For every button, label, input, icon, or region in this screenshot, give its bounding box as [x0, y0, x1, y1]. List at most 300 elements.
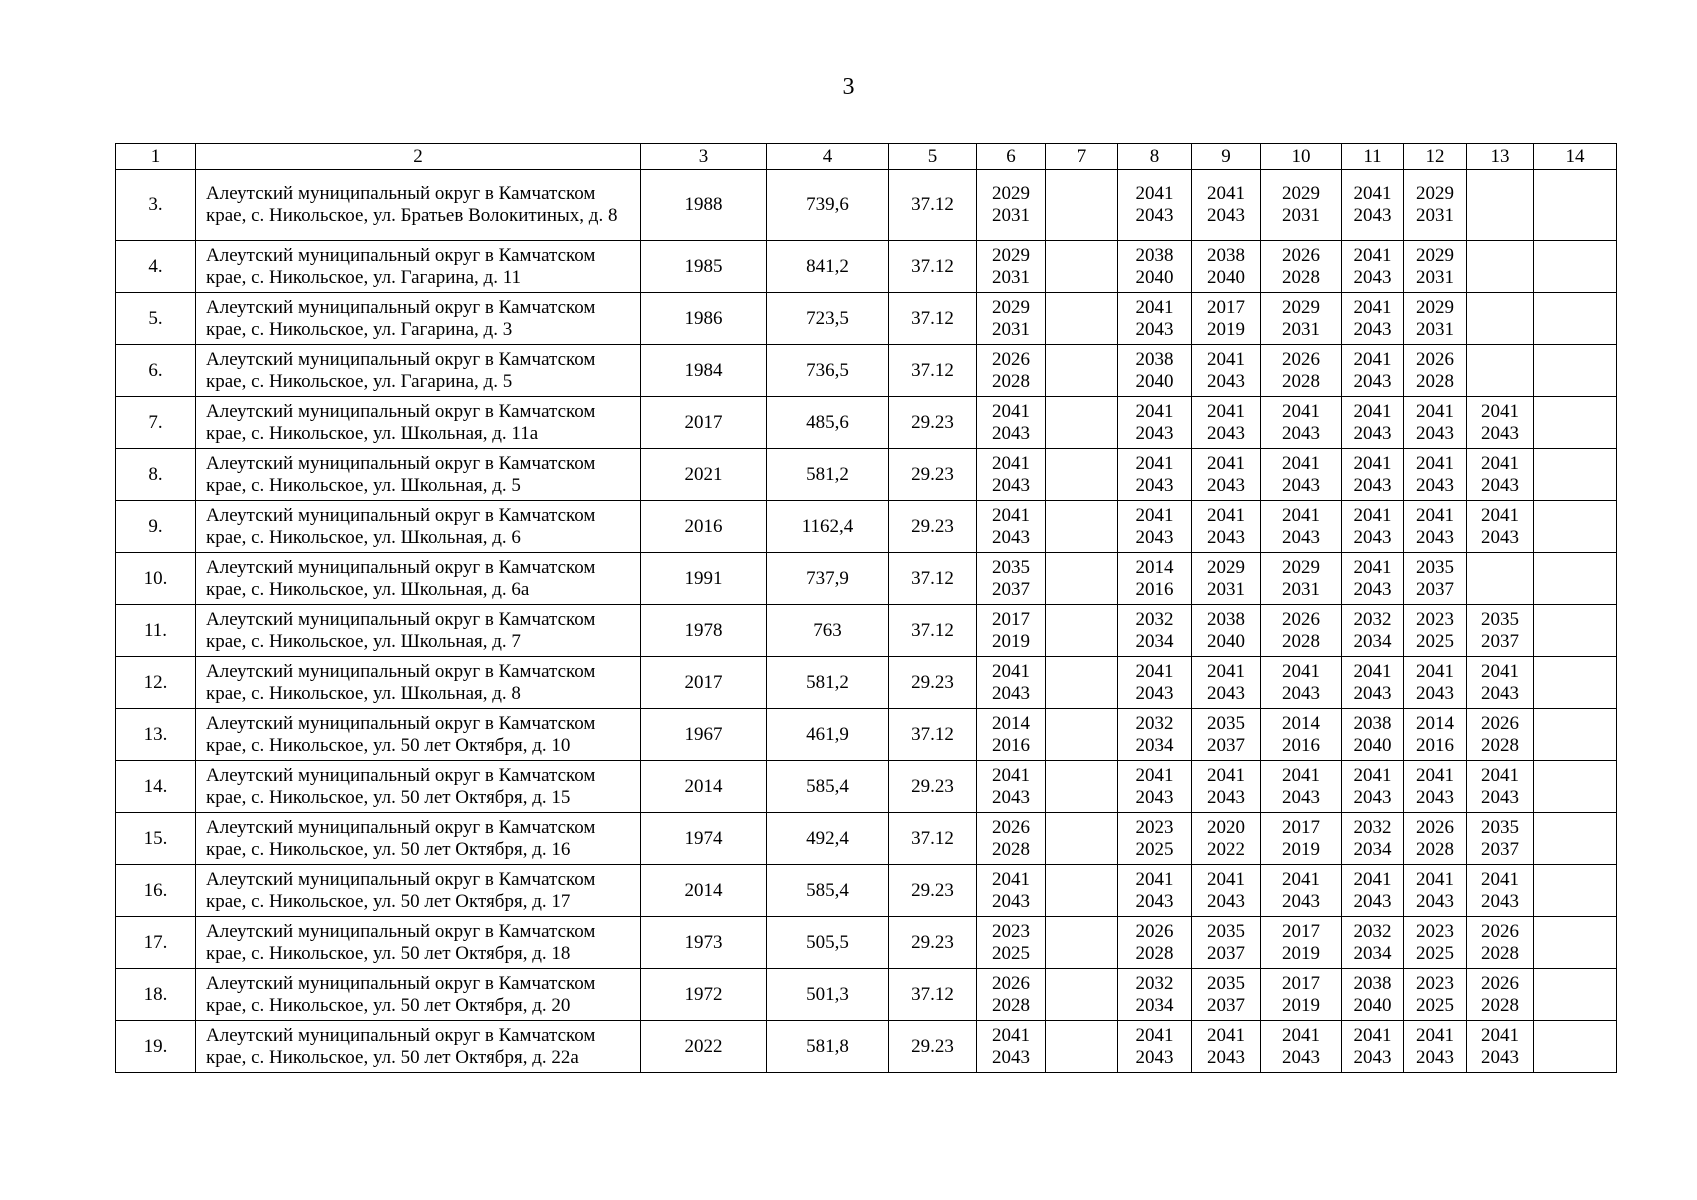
period-cell-c7 — [1046, 170, 1118, 241]
period-cell-c7 — [1046, 709, 1118, 761]
period-start-year: 2041 — [1207, 348, 1245, 370]
period-cell-c8 — [1118, 761, 1192, 813]
period-cell-c9 — [1192, 397, 1261, 449]
period-end-year: 2043 — [1207, 890, 1245, 912]
period-end-year: 2016 — [1282, 734, 1320, 756]
table-row — [116, 605, 1617, 657]
period-start-year: 2041 — [1135, 764, 1174, 786]
period-cell-c6 — [977, 865, 1046, 917]
period-end-year: 2019 — [1282, 838, 1320, 860]
period-start-year: 2026 — [1282, 244, 1320, 266]
period-end-year: 2025 — [1135, 838, 1174, 860]
address-cell: Алеутский муниципальный округ в Камчатском крае, с. Никольское, ул. Школьная, д. 5 — [196, 449, 641, 501]
period-start-year: 2029 — [992, 296, 1030, 318]
period-end-year: 2043 — [1353, 682, 1392, 704]
period-cell-c12 — [1404, 1021, 1467, 1073]
period-cell-c9 — [1192, 969, 1261, 1021]
period-start-year: 2026 — [992, 348, 1030, 370]
period-end-year: 2043 — [1353, 318, 1392, 340]
period-cell-c10 — [1261, 605, 1342, 657]
table-row — [116, 865, 1617, 917]
period-start-year: 2023 — [1416, 608, 1454, 630]
period-cell-c11 — [1342, 761, 1404, 813]
column-number-header: 12 — [1404, 144, 1467, 170]
period-cell-c11 — [1342, 605, 1404, 657]
build-year-cell: 1978 — [641, 605, 767, 657]
period-cell-c13 — [1467, 917, 1534, 969]
period-end-year: 2028 — [1481, 994, 1519, 1016]
period-end-year: 2043 — [1282, 422, 1320, 444]
period-end-year: 2043 — [1481, 1046, 1519, 1068]
period-cell-c11 — [1342, 553, 1404, 605]
period-end-year: 2025 — [992, 942, 1030, 964]
period-start-year: 2041 — [1416, 1024, 1454, 1046]
period-cell-c7 — [1046, 1021, 1118, 1073]
area-cell: 505,5 — [767, 917, 889, 969]
period-cell-c10 — [1261, 917, 1342, 969]
period-start-year: 2038 — [1353, 712, 1392, 734]
rate-cell: 37.12 — [889, 170, 977, 241]
period-end-year: 2043 — [1135, 474, 1174, 496]
row-number-cell: 7. — [116, 397, 196, 449]
period-end-year: 2043 — [1282, 1046, 1320, 1068]
period-start-year: 2038 — [1207, 244, 1245, 266]
column-number-header: 7 — [1046, 144, 1118, 170]
build-year-cell: 2014 — [641, 865, 767, 917]
period-end-year: 2040 — [1207, 630, 1245, 652]
area-cell: 501,3 — [767, 969, 889, 1021]
period-cell-c14 — [1534, 865, 1617, 917]
table-row — [116, 553, 1617, 605]
address-cell: Алеутский муниципальный округ в Камчатском крае, с. Никольское, ул. 50 лет Октября, д. 10 — [196, 709, 641, 761]
period-start-year: 2041 — [1481, 660, 1519, 682]
period-start-year: 2032 — [1135, 972, 1174, 994]
rate-cell: 29.23 — [889, 501, 977, 553]
period-start-year: 2041 — [1135, 868, 1174, 890]
column-number-header: 8 — [1118, 144, 1192, 170]
page-number: 3 — [842, 74, 855, 100]
period-cell-c11 — [1342, 241, 1404, 293]
period-start-year: 2026 — [1481, 920, 1519, 942]
period-start-year: 2041 — [1207, 400, 1245, 422]
column-number-header: 3 — [641, 144, 767, 170]
rate-cell: 37.12 — [889, 345, 977, 397]
period-start-year: 2041 — [992, 1024, 1030, 1046]
row-number-cell: 12. — [116, 657, 196, 709]
build-year-cell: 2022 — [641, 1021, 767, 1073]
period-end-year: 2031 — [1282, 318, 1320, 340]
period-cell-c9 — [1192, 501, 1261, 553]
build-year-cell: 2016 — [641, 501, 767, 553]
period-cell-c7 — [1046, 293, 1118, 345]
build-year-cell: 1991 — [641, 553, 767, 605]
period-cell-c8 — [1118, 709, 1192, 761]
area-cell: 739,6 — [767, 170, 889, 241]
period-end-year: 2022 — [1207, 838, 1245, 860]
housing-register-table — [115, 143, 1617, 1073]
period-end-year: 2043 — [1353, 890, 1392, 912]
period-cell-c14 — [1534, 917, 1617, 969]
build-year-cell: 1984 — [641, 345, 767, 397]
period-start-year: 2041 — [1353, 400, 1392, 422]
area-cell: 485,6 — [767, 397, 889, 449]
period-end-year: 2043 — [1353, 578, 1392, 600]
period-start-year: 2041 — [1282, 764, 1320, 786]
area-cell: 736,5 — [767, 345, 889, 397]
address-cell: Алеутский муниципальный округ в Камчатском крае, с. Никольское, ул. 50 лет Октября, д. 17 — [196, 865, 641, 917]
period-cell-c11 — [1342, 1021, 1404, 1073]
rate-cell: 29.23 — [889, 917, 977, 969]
build-year-cell: 2017 — [641, 657, 767, 709]
period-end-year: 2031 — [992, 318, 1030, 340]
row-number-cell: 14. — [116, 761, 196, 813]
period-end-year: 2043 — [1353, 474, 1392, 496]
address-cell: Алеутский муниципальный округ в Камчатском крае, с. Никольское, ул. 50 лет Октября, д. 16 — [196, 813, 641, 865]
period-cell-c6 — [977, 657, 1046, 709]
period-end-year: 2043 — [1282, 682, 1320, 704]
period-cell-c13 — [1467, 170, 1534, 241]
rate-cell: 29.23 — [889, 449, 977, 501]
period-cell-c7 — [1046, 813, 1118, 865]
table-row — [116, 397, 1617, 449]
period-end-year: 2043 — [1353, 266, 1392, 288]
period-start-year: 2026 — [1481, 972, 1519, 994]
period-start-year: 2035 — [1481, 816, 1519, 838]
rate-cell: 37.12 — [889, 969, 977, 1021]
period-start-year: 2026 — [992, 816, 1030, 838]
period-start-year: 2035 — [1416, 556, 1454, 578]
period-cell-c9 — [1192, 761, 1261, 813]
column-number-header: 10 — [1261, 144, 1342, 170]
row-number-cell: 9. — [116, 501, 196, 553]
period-end-year: 2025 — [1416, 630, 1454, 652]
period-cell-c6 — [977, 1021, 1046, 1073]
period-start-year: 2041 — [1416, 660, 1454, 682]
period-end-year: 2040 — [1135, 370, 1174, 392]
period-end-year: 2043 — [1135, 1046, 1174, 1068]
period-cell-c14 — [1534, 657, 1617, 709]
period-end-year: 2043 — [1481, 786, 1519, 808]
period-cell-c8 — [1118, 657, 1192, 709]
period-start-year: 2017 — [1282, 920, 1320, 942]
period-end-year: 2043 — [1135, 890, 1174, 912]
period-cell-c11 — [1342, 293, 1404, 345]
period-cell-c11 — [1342, 917, 1404, 969]
period-start-year: 2041 — [992, 400, 1030, 422]
period-cell-c6 — [977, 605, 1046, 657]
period-cell-c14 — [1534, 813, 1617, 865]
address-cell: Алеутский муниципальный округ в Камчатском крае, с. Никольское, ул. 50 лет Октября, д. 18 — [196, 917, 641, 969]
period-start-year: 2017 — [1207, 296, 1245, 318]
row-number-cell: 15. — [116, 813, 196, 865]
period-end-year: 2028 — [1481, 734, 1519, 756]
period-cell-c8 — [1118, 813, 1192, 865]
period-cell-c8 — [1118, 501, 1192, 553]
period-cell-c12 — [1404, 865, 1467, 917]
period-start-year: 2038 — [1135, 348, 1174, 370]
period-end-year: 2028 — [1416, 370, 1454, 392]
period-end-year: 2043 — [1353, 422, 1392, 444]
address-cell: Алеутский муниципальный округ в Камчатском крае, с. Никольское, ул. Школьная, д. 6 — [196, 501, 641, 553]
period-cell-c11 — [1342, 345, 1404, 397]
period-cell-c11 — [1342, 813, 1404, 865]
period-cell-c13 — [1467, 345, 1534, 397]
period-cell-c9 — [1192, 917, 1261, 969]
period-end-year: 2034 — [1135, 994, 1174, 1016]
rate-cell: 37.12 — [889, 813, 977, 865]
period-cell-c11 — [1342, 397, 1404, 449]
period-cell-c11 — [1342, 709, 1404, 761]
area-cell: 581,2 — [767, 449, 889, 501]
period-cell-c12 — [1404, 761, 1467, 813]
period-end-year: 2028 — [1481, 942, 1519, 964]
period-start-year: 2017 — [1282, 816, 1320, 838]
build-year-cell: 1985 — [641, 241, 767, 293]
period-end-year: 2043 — [1353, 786, 1392, 808]
row-number-cell: 4. — [116, 241, 196, 293]
period-end-year: 2037 — [1207, 734, 1245, 756]
area-cell: 1162,4 — [767, 501, 889, 553]
period-end-year: 2043 — [1207, 786, 1245, 808]
period-start-year: 2035 — [1207, 920, 1245, 942]
period-end-year: 2031 — [1282, 578, 1320, 600]
period-end-year: 2043 — [1207, 370, 1245, 392]
period-cell-c10 — [1261, 501, 1342, 553]
period-end-year: 2031 — [1207, 578, 1245, 600]
column-number-header: 11 — [1342, 144, 1404, 170]
rate-cell: 37.12 — [889, 293, 977, 345]
period-start-year: 2041 — [1416, 868, 1454, 890]
period-start-year: 2041 — [1282, 1024, 1320, 1046]
period-cell-c14 — [1534, 761, 1617, 813]
row-number-cell: 10. — [116, 553, 196, 605]
period-end-year: 2043 — [1481, 474, 1519, 496]
period-end-year: 2043 — [1416, 422, 1454, 444]
period-end-year: 2019 — [1282, 942, 1320, 964]
period-end-year: 2043 — [1207, 205, 1245, 226]
period-end-year: 2034 — [1353, 630, 1392, 652]
period-start-year: 2041 — [1481, 504, 1519, 526]
period-cell-c12 — [1404, 605, 1467, 657]
period-end-year: 2031 — [1416, 205, 1454, 226]
period-end-year: 2028 — [1135, 942, 1174, 964]
period-end-year: 2040 — [1353, 734, 1392, 756]
period-cell-c14 — [1534, 501, 1617, 553]
period-end-year: 2037 — [1481, 630, 1519, 652]
period-start-year: 2038 — [1207, 608, 1245, 630]
period-start-year: 2032 — [1353, 816, 1392, 838]
period-end-year: 2043 — [992, 474, 1030, 496]
period-cell-c7 — [1046, 969, 1118, 1021]
period-cell-c8 — [1118, 553, 1192, 605]
period-start-year: 2041 — [1207, 764, 1245, 786]
period-cell-c10 — [1261, 1021, 1342, 1073]
period-end-year: 2043 — [1481, 682, 1519, 704]
address-cell: Алеутский муниципальный округ в Камчатском крае, с. Никольское, ул. 50 лет Октября, д. 22а — [196, 1021, 641, 1073]
period-cell-c13 — [1467, 1021, 1534, 1073]
period-cell-c6 — [977, 345, 1046, 397]
period-end-year: 2016 — [992, 734, 1030, 756]
build-year-cell: 2017 — [641, 397, 767, 449]
period-cell-c12 — [1404, 397, 1467, 449]
table-row — [116, 813, 1617, 865]
period-cell-c14 — [1534, 449, 1617, 501]
period-end-year: 2043 — [1416, 474, 1454, 496]
period-start-year: 2041 — [1353, 660, 1392, 682]
build-year-cell: 1972 — [641, 969, 767, 1021]
period-cell-c14 — [1534, 605, 1617, 657]
rate-cell: 37.12 — [889, 605, 977, 657]
period-start-year: 2041 — [1282, 400, 1320, 422]
period-cell-c7 — [1046, 917, 1118, 969]
period-start-year: 2041 — [1416, 764, 1454, 786]
period-end-year: 2043 — [1282, 474, 1320, 496]
period-cell-c12 — [1404, 170, 1467, 241]
table-row — [116, 709, 1617, 761]
area-cell: 492,4 — [767, 813, 889, 865]
period-end-year: 2043 — [1416, 682, 1454, 704]
table-row — [116, 969, 1617, 1021]
period-end-year: 2043 — [1416, 526, 1454, 548]
period-cell-c10 — [1261, 397, 1342, 449]
period-start-year: 2041 — [1353, 868, 1392, 890]
area-cell: 737,9 — [767, 553, 889, 605]
period-start-year: 2029 — [1282, 296, 1320, 318]
period-cell-c9 — [1192, 709, 1261, 761]
period-cell-c14 — [1534, 345, 1617, 397]
period-start-year: 2014 — [1282, 712, 1320, 734]
period-cell-c6 — [977, 397, 1046, 449]
table-row — [116, 917, 1617, 969]
period-cell-c12 — [1404, 345, 1467, 397]
period-cell-c8 — [1118, 449, 1192, 501]
period-cell-c12 — [1404, 293, 1467, 345]
period-start-year: 2041 — [1282, 660, 1320, 682]
period-end-year: 2028 — [1416, 838, 1454, 860]
period-cell-c9 — [1192, 553, 1261, 605]
period-cell-c9 — [1192, 241, 1261, 293]
period-start-year: 2020 — [1207, 816, 1245, 838]
period-cell-c8 — [1118, 293, 1192, 345]
period-end-year: 2019 — [1207, 318, 1245, 340]
period-end-year: 2037 — [1416, 578, 1454, 600]
area-cell: 585,4 — [767, 761, 889, 813]
period-start-year: 2041 — [1135, 504, 1174, 526]
period-cell-c6 — [977, 170, 1046, 241]
period-cell-c10 — [1261, 813, 1342, 865]
period-end-year: 2034 — [1135, 630, 1174, 652]
period-start-year: 2035 — [1481, 608, 1519, 630]
period-end-year: 2028 — [1282, 370, 1320, 392]
period-cell-c11 — [1342, 657, 1404, 709]
period-start-year: 2041 — [1282, 868, 1320, 890]
period-end-year: 2037 — [1207, 942, 1245, 964]
period-cell-c14 — [1534, 1021, 1617, 1073]
period-cell-c10 — [1261, 241, 1342, 293]
period-cell-c10 — [1261, 553, 1342, 605]
period-start-year: 2041 — [1207, 183, 1245, 204]
period-end-year: 2034 — [1135, 734, 1174, 756]
period-cell-c13 — [1467, 397, 1534, 449]
row-number-cell: 16. — [116, 865, 196, 917]
period-cell-c14 — [1534, 553, 1617, 605]
period-end-year: 2043 — [992, 526, 1030, 548]
period-cell-c9 — [1192, 170, 1261, 241]
period-end-year: 2043 — [1135, 318, 1174, 340]
period-start-year: 2041 — [992, 660, 1030, 682]
period-start-year: 2035 — [1207, 712, 1245, 734]
period-cell-c10 — [1261, 761, 1342, 813]
period-cell-c12 — [1404, 449, 1467, 501]
period-cell-c10 — [1261, 345, 1342, 397]
period-start-year: 2041 — [1282, 452, 1320, 474]
period-cell-c14 — [1534, 170, 1617, 241]
rate-cell: 29.23 — [889, 1021, 977, 1073]
period-cell-c12 — [1404, 553, 1467, 605]
period-end-year: 2028 — [1282, 266, 1320, 288]
period-end-year: 2043 — [992, 422, 1030, 444]
period-end-year: 2043 — [992, 1046, 1030, 1068]
build-year-cell: 1973 — [641, 917, 767, 969]
period-cell-c7 — [1046, 761, 1118, 813]
period-end-year: 2031 — [1416, 318, 1454, 340]
period-start-year: 2029 — [992, 183, 1030, 204]
period-start-year: 2035 — [1207, 972, 1245, 994]
period-end-year: 2043 — [1207, 526, 1245, 548]
period-cell-c11 — [1342, 170, 1404, 241]
period-cell-c14 — [1534, 709, 1617, 761]
period-start-year: 2041 — [1135, 452, 1174, 474]
period-start-year: 2041 — [1416, 504, 1454, 526]
period-start-year: 2029 — [992, 244, 1030, 266]
period-cell-c6 — [977, 241, 1046, 293]
table-row — [116, 449, 1617, 501]
period-start-year: 2038 — [1135, 244, 1174, 266]
period-cell-c13 — [1467, 605, 1534, 657]
table-row — [116, 170, 1617, 241]
column-number-header: 1 — [116, 144, 196, 170]
period-cell-c12 — [1404, 241, 1467, 293]
period-end-year: 2028 — [992, 838, 1030, 860]
period-start-year: 2041 — [1135, 400, 1174, 422]
address-cell: Алеутский муниципальный округ в Камчатском крае, с. Никольское, ул. Гагарина, д. 3 — [196, 293, 641, 345]
period-cell-c8 — [1118, 1021, 1192, 1073]
table-row — [116, 501, 1617, 553]
period-start-year: 2041 — [1135, 1024, 1174, 1046]
period-start-year: 2023 — [1416, 972, 1454, 994]
period-cell-c10 — [1261, 449, 1342, 501]
period-end-year: 2028 — [992, 370, 1030, 392]
period-cell-c14 — [1534, 241, 1617, 293]
period-end-year: 2016 — [1135, 578, 1174, 600]
column-number-header: 5 — [889, 144, 977, 170]
period-end-year: 2016 — [1416, 734, 1454, 756]
column-number-header: 2 — [196, 144, 641, 170]
period-end-year: 2043 — [1207, 422, 1245, 444]
period-cell-c11 — [1342, 449, 1404, 501]
period-start-year: 2032 — [1353, 608, 1392, 630]
address-cell: Алеутский муниципальный округ в Камчатском крае, с. Никольское, ул. Братьев Волокитиных, д. 8 — [196, 170, 641, 241]
period-end-year: 2043 — [1207, 1046, 1245, 1068]
period-start-year: 2035 — [992, 556, 1030, 578]
rate-cell: 29.23 — [889, 397, 977, 449]
period-start-year: 2041 — [1416, 400, 1454, 422]
period-end-year: 2043 — [1207, 682, 1245, 704]
column-number-header: 13 — [1467, 144, 1534, 170]
period-cell-c7 — [1046, 501, 1118, 553]
build-year-cell: 2021 — [641, 449, 767, 501]
period-cell-c6 — [977, 553, 1046, 605]
